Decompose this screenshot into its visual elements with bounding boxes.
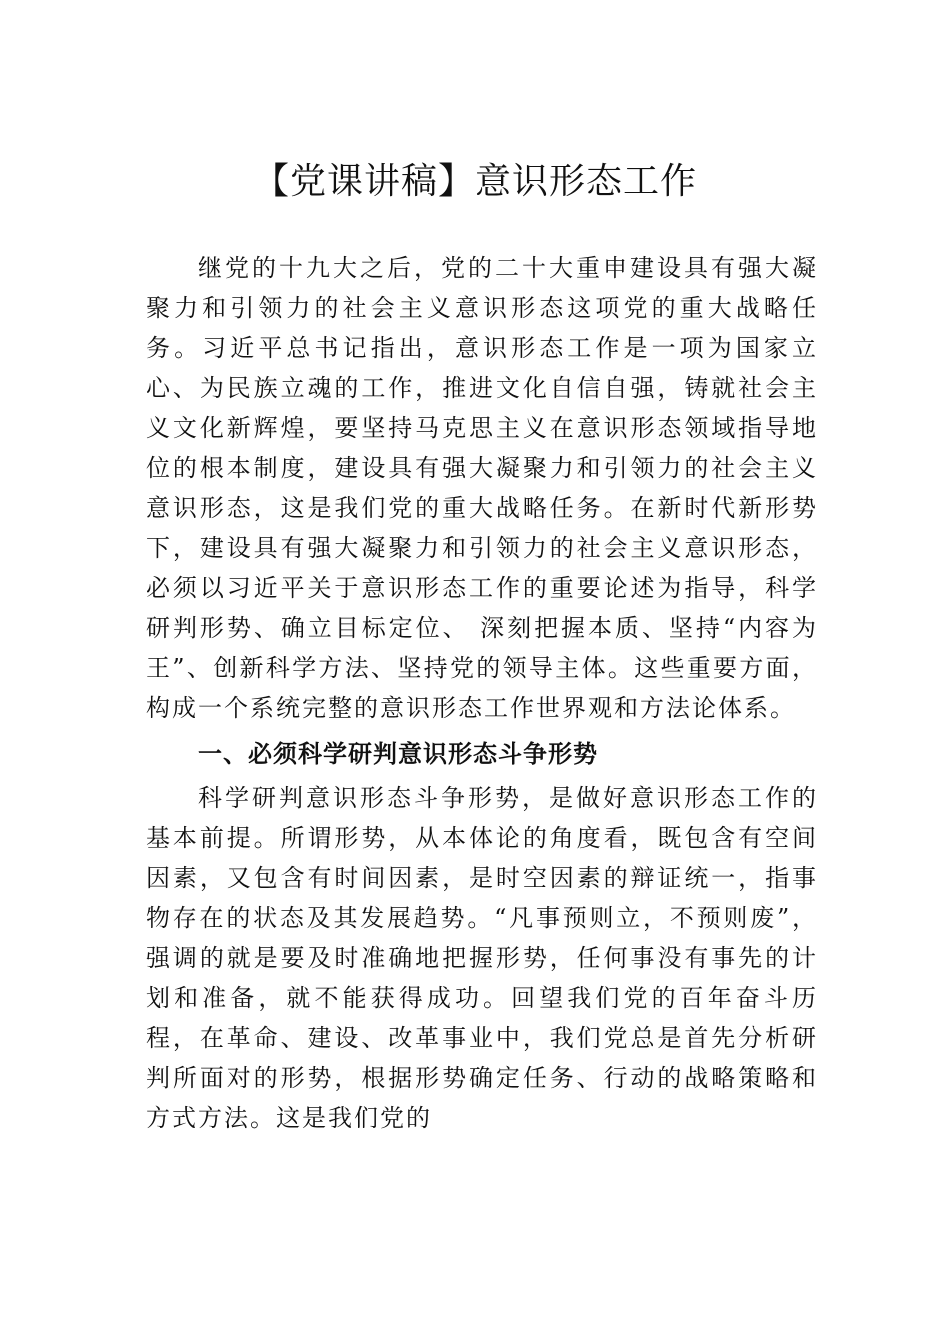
- intro-paragraph: 继党的十九大之后，党的二十大重申建设具有强大凝聚力和引领力的社会主义意识形态这项党的重大战略任务。习近平总书记指出，意识形态工作是一项为国家立心、为民族立魂的工作，推进文化自信自强，铸就社会主义文化新辉煌，要坚持马克思主义在意识形态领域指导地位的根本制度，建设具有强大凝聚力和引领力的社会主义意识形态，这是我们党的重大战略任务。在新时代新形势下，建设具有强大凝聚力和引领力的社会主义意识形态，必须以习近平关于意识形态工作的重要论述为指导，科学研判形势、确立目标定位、 深刻把握本质、坚持“内容为王”、创新科学方法、坚持党的领导主体。这些重要方面，构成一个系统完整的意识形态工作世界观和方法论体系。: [146, 254, 818, 722]
- document-title: 【党课讲稿】意识形态工作: [252, 161, 697, 202]
- document-body: [146, 248, 818, 1138]
- section-heading-1: 一、必须科学研判意识形态斗争形势: [198, 740, 598, 768]
- section-1-paragraph: 科学研判意识形态斗争形势，是做好意识形态工作的基本前提。所谓形势，从本体论的角度看，既包含有空间因素，又包含有时间因素，是时空因素的辩证统一，指事物存在的状态及其发展趋势。“凡事预则立，不预则废”，强调的就是要及时准确地把握形势，任何事没有事先的计划和准备，就不能获得成功。回望我们党的百年奋斗历程，在革命、建设、改革事业中，我们党总是首先分析研判所面对的形势，根据形势确定任务、行动的战略策略和方式方法。这是我们党的: [146, 784, 818, 1132]
